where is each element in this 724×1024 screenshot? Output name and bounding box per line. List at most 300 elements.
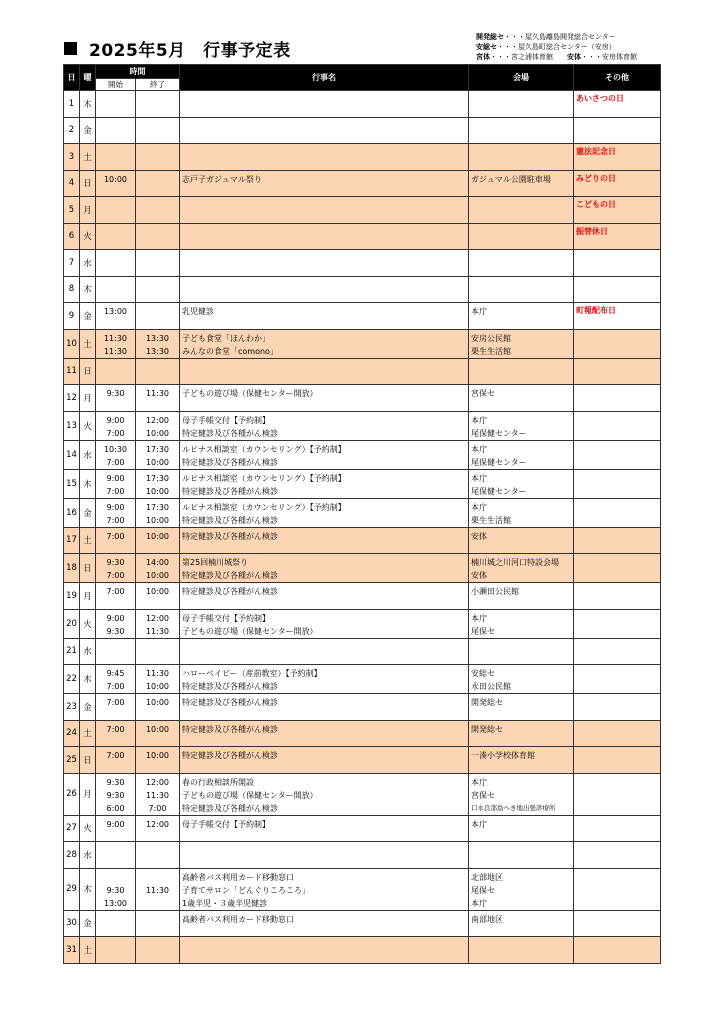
start-cell xyxy=(96,583,136,610)
start-time: 9:30 xyxy=(106,389,125,398)
other-cell xyxy=(574,554,661,583)
event-name: 子育てサロン「どんぐりころころ」 xyxy=(182,885,310,895)
table-row xyxy=(64,498,661,527)
table-row xyxy=(64,720,661,747)
venue-cell xyxy=(469,694,574,721)
end-time: 11:30 xyxy=(145,389,170,398)
start-time: 9:00 xyxy=(106,502,125,512)
start-cell xyxy=(96,665,136,694)
dow-cell: 木 xyxy=(80,868,96,910)
start-cell xyxy=(96,609,136,638)
start-cell xyxy=(96,303,136,330)
dow-cell: 日 xyxy=(80,170,96,197)
event-cell xyxy=(180,91,469,118)
other-cell xyxy=(574,773,661,815)
other-cell: こどもの日 xyxy=(574,197,661,224)
start-time: 7:00 xyxy=(106,515,125,525)
venue-name: 本庁 xyxy=(471,898,487,908)
dow-cell: 日 xyxy=(80,747,96,774)
end-cell xyxy=(136,250,180,277)
dow-cell: 木 xyxy=(80,91,96,118)
day-cell: 4 xyxy=(64,170,80,197)
end-cell xyxy=(136,303,180,330)
dow-cell: 金 xyxy=(80,694,96,721)
dow-cell: 日 xyxy=(80,554,96,583)
end-cell xyxy=(136,638,180,665)
table-row xyxy=(64,868,661,910)
event-name: ルピナス相談室（カウンセリング）【予約制】 xyxy=(182,444,346,454)
event-name: ルピナス相談室（カウンセリング）【予約制】 xyxy=(182,502,346,512)
event-cell xyxy=(180,554,469,583)
venue-cell xyxy=(469,197,574,224)
start-cell xyxy=(96,197,136,224)
end-time: 10:00 xyxy=(145,751,170,760)
end-time xyxy=(136,173,179,186)
venue-name: 本庁 xyxy=(471,819,487,829)
table-row xyxy=(64,910,661,937)
day-cell: 16 xyxy=(64,498,80,527)
end-time: 10:00 xyxy=(145,571,170,580)
other-cell xyxy=(574,609,661,638)
table-row xyxy=(64,411,661,440)
end-cell xyxy=(136,469,180,498)
end-cell xyxy=(136,276,180,303)
start-time: 7:00 xyxy=(106,457,125,467)
venue-name: 安体 xyxy=(471,571,487,580)
end-cell xyxy=(136,223,180,250)
table-row xyxy=(64,773,661,815)
header-day: 日 xyxy=(64,65,80,91)
venue-name: 小瀬田公民館 xyxy=(471,587,519,596)
other-cell: みどりの日 xyxy=(574,170,661,197)
start-time: 9:30 xyxy=(106,885,125,895)
start-cell xyxy=(96,358,136,385)
start-cell xyxy=(96,747,136,774)
event-name: 特定健診及び各種がん検診 xyxy=(182,587,278,596)
venue-cell xyxy=(469,117,574,144)
event-name: 乳児健診 xyxy=(182,307,214,316)
event-cell xyxy=(180,773,469,815)
end-cell xyxy=(136,197,180,224)
day-cell: 28 xyxy=(64,842,80,869)
event-name: 特定健診及び各種がん検診 xyxy=(182,428,278,438)
event-name: 高齢者バス利用カード移動窓口 xyxy=(182,872,294,882)
start-cell xyxy=(96,469,136,498)
venue-cell xyxy=(469,910,574,937)
day-cell: 6 xyxy=(64,223,80,250)
end-cell xyxy=(136,609,180,638)
header-time: 時間 xyxy=(96,65,180,79)
start-cell xyxy=(96,527,136,554)
event-cell xyxy=(180,815,469,842)
day-cell: 19 xyxy=(64,583,80,610)
legend-line-2 xyxy=(476,42,637,52)
event-cell xyxy=(180,440,469,469)
other-cell xyxy=(574,720,661,747)
table-row xyxy=(64,440,661,469)
venue-name: ガジュマル公園駐車場 xyxy=(471,174,551,184)
venue-cell xyxy=(469,554,574,583)
venue-name: 尾保セ xyxy=(471,626,495,636)
other-cell xyxy=(574,411,661,440)
dow-cell: 木 xyxy=(80,276,96,303)
event-cell xyxy=(180,910,469,937)
start-time: 7:00 xyxy=(106,698,125,707)
dow-cell: 土 xyxy=(80,144,96,171)
day-cell: 14 xyxy=(64,440,80,469)
end-cell xyxy=(136,144,180,171)
other-cell xyxy=(574,815,661,842)
day-cell: 27 xyxy=(64,815,80,842)
end-time xyxy=(136,897,179,910)
end-time: 7:00 xyxy=(148,803,167,813)
event-cell xyxy=(180,276,469,303)
end-time: 10:00 xyxy=(145,428,170,438)
table-row xyxy=(64,170,661,197)
end-time: 12:00 xyxy=(145,819,170,829)
event-cell xyxy=(180,694,469,721)
venue-name: 本庁 xyxy=(471,444,487,454)
venue-cell xyxy=(469,223,574,250)
dow-cell: 土 xyxy=(80,937,96,964)
event-name: 特定健診及び各種がん検診 xyxy=(182,571,278,580)
venue-name: 尾保健センター xyxy=(471,486,527,496)
event-name: 特定健診及び各種がん検診 xyxy=(182,486,278,496)
table-row xyxy=(64,815,661,842)
table-row xyxy=(64,144,661,171)
end-time: 10:00 xyxy=(145,698,170,707)
venue-cell xyxy=(469,583,574,610)
event-cell xyxy=(180,498,469,527)
start-cell xyxy=(96,117,136,144)
day-cell: 29 xyxy=(64,868,80,910)
start-time: 11:30 xyxy=(103,346,128,356)
dow-cell: 土 xyxy=(80,527,96,554)
event-name: 特定健診及び各種がん検診 xyxy=(182,457,278,467)
start-time: 7:00 xyxy=(106,486,125,496)
other-cell xyxy=(574,665,661,694)
end-cell xyxy=(136,773,180,815)
end-time: 10:00 xyxy=(145,531,170,541)
venue-cell xyxy=(469,385,574,412)
venue-cell xyxy=(469,303,574,330)
table-row xyxy=(64,385,661,412)
end-cell xyxy=(136,910,180,937)
header-other: その他 xyxy=(574,65,661,91)
table-row xyxy=(64,329,661,358)
end-cell xyxy=(136,554,180,583)
event-cell xyxy=(180,583,469,610)
day-cell: 22 xyxy=(64,665,80,694)
end-cell xyxy=(136,117,180,144)
venue-cell xyxy=(469,144,574,171)
venue-name: 本庁 xyxy=(471,307,487,316)
table-row xyxy=(64,117,661,144)
event-cell xyxy=(180,638,469,665)
header-venue: 会場 xyxy=(469,65,574,91)
other-cell xyxy=(574,527,661,554)
venue-name: 栗生生活館 xyxy=(471,515,511,525)
event-name: 志戸子ガジュマル祭り xyxy=(182,174,262,184)
table-row xyxy=(64,223,661,250)
other-cell xyxy=(574,747,661,774)
start-time: 7:00 xyxy=(106,571,125,580)
end-time xyxy=(136,871,179,884)
legend-key: 宮体 xyxy=(476,53,490,61)
venue-name: 尾保セ xyxy=(471,885,495,895)
event-cell xyxy=(180,358,469,385)
day-cell: 23 xyxy=(64,694,80,721)
venue-name: 安体 xyxy=(471,531,487,541)
venue-name: 開発総セ xyxy=(471,724,503,734)
event-cell xyxy=(180,868,469,910)
table-row xyxy=(64,527,661,554)
end-cell xyxy=(136,583,180,610)
venue-cell xyxy=(469,411,574,440)
event-name: 特定健診及び各種がん検診 xyxy=(182,803,278,813)
event-cell xyxy=(180,170,469,197)
legend-text: ・・・屋久島町総合センター（安房） xyxy=(497,43,616,51)
venue-cell xyxy=(469,609,574,638)
event-cell xyxy=(180,937,469,964)
day-cell: 1 xyxy=(64,91,80,118)
end-time xyxy=(136,913,179,926)
table-row xyxy=(64,747,661,774)
event-cell xyxy=(180,411,469,440)
start-time: 13:00 xyxy=(103,307,128,316)
venue-name: 本庁 xyxy=(471,502,487,512)
start-time: 9:00 xyxy=(106,819,125,829)
venue-cell xyxy=(469,747,574,774)
legend-line-1 xyxy=(476,32,637,42)
venue-name: 尾保健センター xyxy=(471,457,527,467)
end-cell xyxy=(136,937,180,964)
other-cell xyxy=(574,937,661,964)
start-cell xyxy=(96,276,136,303)
table-row xyxy=(64,554,661,583)
event-cell xyxy=(180,223,469,250)
start-cell xyxy=(96,937,136,964)
dow-cell: 土 xyxy=(80,720,96,747)
venue-cell xyxy=(469,815,574,842)
venue-cell xyxy=(469,868,574,910)
end-time xyxy=(136,305,179,318)
start-time: 9:30 xyxy=(106,626,125,636)
dow-cell: 火 xyxy=(80,411,96,440)
event-name: 子どもの遊び場（保健センター開放） xyxy=(182,626,318,636)
event-name: 特定健診及び各種がん検診 xyxy=(182,724,278,734)
other-cell xyxy=(574,694,661,721)
event-name: みんなの食堂「comono」 xyxy=(182,346,278,356)
start-cell xyxy=(96,554,136,583)
day-cell: 26 xyxy=(64,773,80,815)
event-name: ルピナス相談室（カウンセリング）【予約制】 xyxy=(182,473,346,483)
venue-legend xyxy=(476,32,637,62)
start-time: 9:30 xyxy=(106,558,125,567)
end-cell xyxy=(136,498,180,527)
header-end: 終了 xyxy=(136,79,180,91)
legend-key: 開発総セ xyxy=(476,33,504,41)
venue-name: 宮保セ xyxy=(471,389,495,398)
start-cell xyxy=(96,842,136,869)
event-cell xyxy=(180,609,469,638)
start-time: 7:00 xyxy=(106,428,125,438)
other-cell xyxy=(574,358,661,385)
day-cell: 20 xyxy=(64,609,80,638)
event-name: 母子手帳交付【予約制】 xyxy=(182,415,270,425)
table-row xyxy=(64,303,661,330)
end-cell xyxy=(136,694,180,721)
start-time: 9:30 xyxy=(106,777,125,787)
end-time: 10:00 xyxy=(145,724,170,734)
end-cell xyxy=(136,440,180,469)
end-time: 10:00 xyxy=(145,515,170,525)
dow-cell: 月 xyxy=(80,773,96,815)
event-name: 子どもの遊び場（保健センター開放） xyxy=(182,790,318,800)
day-cell: 24 xyxy=(64,720,80,747)
other-cell xyxy=(574,117,661,144)
dow-cell: 月 xyxy=(80,583,96,610)
event-cell xyxy=(180,250,469,277)
end-cell xyxy=(136,815,180,842)
legend-text: ・・・屋久島離島開発総合センター xyxy=(504,33,616,41)
event-name: 高齢者バス利用カード移動窓口 xyxy=(182,914,294,924)
other-cell xyxy=(574,276,661,303)
start-time: 10:30 xyxy=(103,444,128,454)
start-time: 7:00 xyxy=(106,724,125,734)
venue-name: 永田公民館 xyxy=(471,682,511,691)
start-time: 7:00 xyxy=(106,751,125,760)
end-cell xyxy=(136,329,180,358)
other-cell xyxy=(574,638,661,665)
event-cell xyxy=(180,197,469,224)
end-cell xyxy=(136,358,180,385)
start-time: 7:00 xyxy=(106,531,125,541)
venue-name: 南部地区 xyxy=(471,914,503,924)
end-cell xyxy=(136,720,180,747)
end-cell xyxy=(136,411,180,440)
dow-cell: 水 xyxy=(80,842,96,869)
day-cell: 18 xyxy=(64,554,80,583)
dow-cell: 土 xyxy=(80,329,96,358)
other-cell xyxy=(574,910,661,937)
table-row xyxy=(64,197,661,224)
table-row xyxy=(64,937,661,964)
day-cell: 13 xyxy=(64,411,80,440)
venue-name: 口永良部島へき地出張診療所 xyxy=(471,803,556,812)
start-time: 6:00 xyxy=(106,803,125,813)
dow-cell: 月 xyxy=(80,197,96,224)
other-cell xyxy=(574,583,661,610)
other-cell xyxy=(574,329,661,358)
start-time: 7:00 xyxy=(106,587,125,596)
start-cell xyxy=(96,868,136,910)
start-cell xyxy=(96,910,136,937)
day-cell: 15 xyxy=(64,469,80,498)
dow-cell: 火 xyxy=(80,609,96,638)
table-row xyxy=(64,842,661,869)
venue-name: 尾保健センター xyxy=(471,428,527,438)
start-time: 9:30 xyxy=(106,790,125,800)
table-row xyxy=(64,469,661,498)
venue-cell xyxy=(469,842,574,869)
event-name: 特定健診及び各種がん検診 xyxy=(182,698,278,707)
table-row xyxy=(64,583,661,610)
dow-cell: 火 xyxy=(80,223,96,250)
dow-cell: 金 xyxy=(80,498,96,527)
end-cell xyxy=(136,91,180,118)
event-cell xyxy=(180,303,469,330)
event-cell xyxy=(180,329,469,358)
end-cell xyxy=(136,842,180,869)
legend-text: ・・・安房体育館 xyxy=(581,53,637,61)
other-cell xyxy=(574,842,661,869)
day-cell: 30 xyxy=(64,910,80,937)
venue-cell xyxy=(469,937,574,964)
event-name: 第25回楠川城祭り xyxy=(182,558,249,567)
venue-cell xyxy=(469,527,574,554)
venue-cell xyxy=(469,91,574,118)
day-cell: 17 xyxy=(64,527,80,554)
legend-line-3 xyxy=(476,52,637,62)
header-event: 行事名 xyxy=(180,65,469,91)
header-dow: 曜 xyxy=(80,65,96,91)
other-cell xyxy=(574,498,661,527)
dow-cell: 日 xyxy=(80,358,96,385)
legend-key: 安体 xyxy=(567,53,581,61)
venue-cell xyxy=(469,276,574,303)
dow-cell: 水 xyxy=(80,440,96,469)
venue-cell xyxy=(469,170,574,197)
start-cell xyxy=(96,144,136,171)
start-time: 9:00 xyxy=(106,473,125,483)
venue-name: 本庁 xyxy=(471,415,487,425)
venue-cell xyxy=(469,440,574,469)
venue-name: 安総セ xyxy=(471,669,495,678)
start-cell xyxy=(96,170,136,197)
end-time: 13:30 xyxy=(145,346,170,356)
start-cell xyxy=(96,694,136,721)
day-cell: 8 xyxy=(64,276,80,303)
day-cell: 5 xyxy=(64,197,80,224)
dow-cell: 水 xyxy=(80,638,96,665)
end-time: 10:00 xyxy=(145,486,170,496)
table-row xyxy=(64,638,661,665)
venue-cell xyxy=(469,773,574,815)
dow-cell: 金 xyxy=(80,117,96,144)
day-cell: 3 xyxy=(64,144,80,171)
end-time: 17:30 xyxy=(145,502,170,512)
day-cell: 2 xyxy=(64,117,80,144)
start-cell xyxy=(96,329,136,358)
schedule-table xyxy=(63,64,661,964)
start-cell xyxy=(96,638,136,665)
end-cell xyxy=(136,868,180,910)
table-row xyxy=(64,665,661,694)
square-bullet-icon xyxy=(64,42,77,55)
day-cell: 25 xyxy=(64,747,80,774)
event-cell xyxy=(180,144,469,171)
day-cell: 10 xyxy=(64,329,80,358)
table-row xyxy=(64,91,661,118)
end-time: 17:30 xyxy=(145,473,170,483)
start-cell xyxy=(96,223,136,250)
page-title: 2025年5月 行事予定表 xyxy=(89,40,291,61)
other-cell: あいさつの日 xyxy=(574,91,661,118)
event-name: ハローベイビー（産前教室）【予約制】 xyxy=(182,669,322,678)
end-time: 12:00 xyxy=(145,613,170,623)
day-cell: 31 xyxy=(64,937,80,964)
